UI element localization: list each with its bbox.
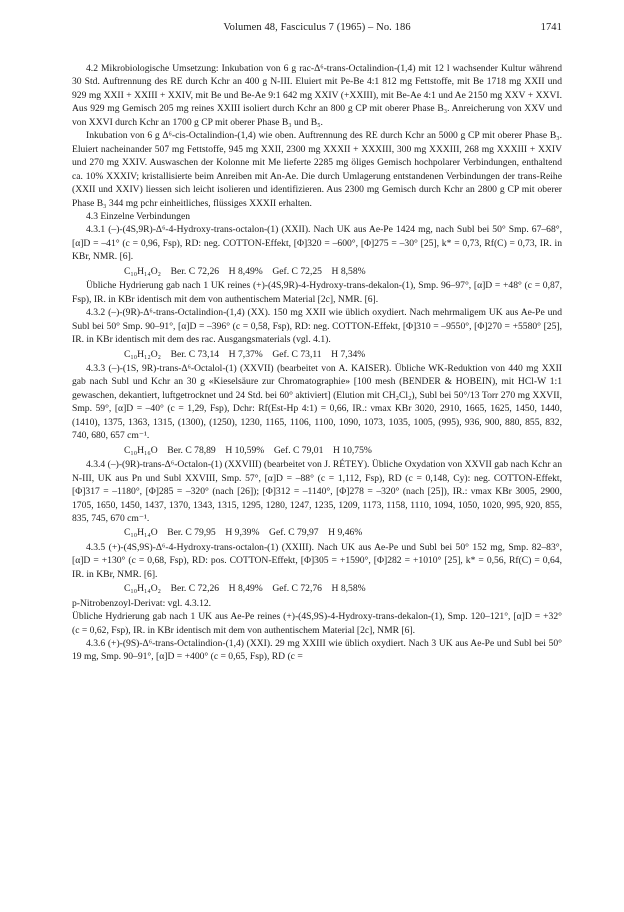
paragraph-4-3-3: 4.3.3 (–)-(1S, 9R)-trans-Δ⁶-Octalol-(1) (XXVII) (bearbeitet von A. KAISER). Übliche WK-Reduktion von 440 mg XXII gab nach Subl und Kchr an 30 g «Kieselsäure zur Chromatographie» [100 mesh (BENDER & HOBEIN), mit HCl-W 1:1 gewaschen, dekantiert, luftgetrocknet und 24 Std. bei 60° aktiviert] (Elution mit CH₂Cl₂), Subl bei 50°/13 Torr 270 mg XXVII, Smp. 59°, [α]D = –40° (c = 1,29, Fsp), Dchr: Rf(Est-Hp 4:1) = 0,66, IR.: νmax KBr 3020, 2910, 1665, 1625, 1450, 1440, (1410), 1375, 1363, 1315, (1300), (1250), 1230, 1165, 1106, 1100, 1090, 1073, 1035, 1005, (995), 936, 900, 880, 855, 832, 740, 680, 657 cm⁻¹. — [72, 362, 562, 442]
elemental-analysis-4-3-1: C₁₀H₁₄O₂ Ber. C 72,26 H 8,49% Gef. C 72,25 H 8,58% — [124, 265, 366, 277]
paragraph-4-3-5: 4.3.5 (+)-(4S,9S)-Δ⁶-4-Hydroxy-trans-octalon-(1) (XXIII). Nach UK aus Ae-Pe und Subl bei 50° 152 mg, Smp. 82–83°, [α]D = +130° (c = 0,68, Fsp), RD: pos. COTTON-Effekt, [Φ]305 = +1590°, [Φ]282 = +1010° [25], k* = 0,56, Rf(C) = 0,64, IR. in KBr, NMR. [6]. — [72, 541, 562, 580]
elemental-analysis-4-3-5: C₁₀H₁₄O₂ Ber. C 72,26 H 8,49% Gef. C 72,76 H 8,58% — [124, 583, 366, 595]
page-number: 1741 — [540, 22, 562, 33]
paragraph-hydrogenation-1: Übliche Hydrierung gab nach 1 UK reines (+)-(4S,9R)-4-Hydroxy-trans-dekalon-(1), Smp. 96–97°, [α]D = +48° (c = 0,87, Fsp), IR. in KBr identisch mit dem von authentischem Material [2c], NMR. [6]. — [72, 280, 562, 305]
section-heading-4-3: 4.3 Einzelne Verbindungen — [86, 210, 190, 222]
article-body — [72, 62, 562, 664]
paragraph-4-3-1: 4.3.1 (–)-(4S,9R)-Δ⁶-4-Hydroxy-trans-octalon-(1) (XXII). Nach UK aus Ae-Pe 1424 mg, nach Subl bei 50° Smp. 67–68°, [α]D = –41° (c = 0,96, Fsp), RD: neg. COTTON-Effekt, [Φ]320 = –600°, [Φ]275 = –30° [25], k* = 0,73, Rf(C) = 0,73, IR. in KBr, NMR. [6]. — [72, 224, 562, 263]
paragraph-4-3-4: 4.3.4 (–)-(9R)-trans-Δ⁶-Octalon-(1) (XXVIII) (bearbeitet von J. RÉTEY). Übliche Oxydation von XXVII gab nach Kchr an N-III, UK aus Pn und Subl XXVIII, Smp. 57°, [α]D = –88° (c = 1,112, Fsp), RD (c = 0,148, Cy): neg. COTTON-Effekt, [Φ]317 = –1180°, [Φ]285 = –320° (nach [26]); [Φ]312 = –1140°, [Φ]278 = –320° (nach [25]), IR.: νmax KBr 3005, 2900, 1705, 1650, 1450, 1437, 1370, 1343, 1315, 1295, 1280, 1247, 1235, 1209, 1173, 1158, 1110, 1094, 1050, 1020, 995, 920, 855, 835, 745, 670 cm⁻¹. — [72, 459, 562, 524]
elemental-analysis-4-3-2: C₁₀H₁₂O₂ Ber. C 73,14 H 7,37% Gef. C 73,11 H 7,34% — [124, 348, 366, 360]
paragraph-incubation-cis: Inkubation von 6 g Δ⁶-cis-Octalindion-(1,4) wie oben. Auftrennung des RE durch Kchr an 5000 g CP mit oberer Phase B₃. Eluiert nacheinander 507 mg Fettstoffe, 945 mg XXII, 2300 mg XXXII + XXXIII, 300 mg XXXIII, 268 mg XXXIII + XXIV und 270 mg XXIV. Auswaschen der Kolonne mit Me lieferte 2285 mg öliges Gemisch hochpolarer Verbindungen, enthaltend ca. 10% XXXIV; kristallisierte beim Anreiben mit An-Ae. Die durch Umlagerung entstandenen Verbindungen der trans-Reihe (XXII und XXIV) liessen sich leicht isolieren und identifizieren. Aus 2300 mg Gemisch durch Kchr an 2800 g CP mit oberer Phase B₃ 344 mg pchr einheitliches, flüssiges XXXII erhalten. — [72, 130, 562, 209]
paragraph-4-3-2: 4.3.2 (–)-(9R)-Δ⁶-trans-Octalindion-(1,4) (XX). 150 mg XXII wie üblich oxydiert. Nach mehrmaligem UK aus Ae-Pe und Subl bei 50° Smp. 90–91°, [α]D = –396° (c = 0,58, Fsp), RD: neg. COTTON-Effekt, [Φ]310 = –9550°, [Φ]270 = +5580° [25], IR. in KBr identisch mit dem des rac. Ausgangsmaterials (vgl. 4.1). — [72, 307, 562, 346]
header-journal-info: Volumen 48, Fasciculus 7 (1965) – No. 186 — [223, 22, 411, 33]
journal-page — [72, 22, 562, 664]
elemental-analysis-4-3-3: C₁₀H₁₆O Ber. C 78,89 H 10,59% Gef. C 79,01 H 10,75% — [124, 444, 372, 456]
paragraph-nitrobenzoyl: p-Nitrobenzoyl-Derivat: vgl. 4.3.12. — [72, 597, 212, 609]
paragraph-hydrogenation-2: Übliche Hydrierung gab nach 1 UK aus Ae-Pe reines (+)-(4S,9S)-4-Hydroxy-trans-dekalon-(1), Smp. 120–121°, [α]D = +32° (c = 0,62, Fsp), IR. in KBr identisch mit dem von authentischem Material [2c], NMR [6]. — [72, 611, 562, 636]
paragraph-4-2: 4.2 Mikrobiologische Umsetzung: Inkubation von 6 g rac-Δ⁶-trans-Octalindion-(1,4) mit 12 l wachsender Kultur während 30 Std. Auftrennung des RE durch Kchr an 400 g N-III. Eluiert mit Pe-Be 4:1 812 mg Fettstoffe, mit Be 1718 mg XXII und 929 mg XXII + XXIII + XXIV, mit Be und Be-Ae 9:1 642 mg XXIV (+XXIII), mit Be-Ae 4:1 und Ae 2150 mg XXV + XXVI. Aus 929 mg Gemisch 205 mg reines XXIII isoliert durch Kchr an 800 g CP mit oberer Phase B₃. Anreicherung von XXV und von XXVI durch Kchr an 1700 g CP mit oberer Phase B₃ und B₅. — [72, 63, 562, 128]
elemental-analysis-4-3-4: C₁₀H₁₄O Ber. C 79,95 H 9,39% Gef. C 79,97 H 9,46% — [124, 527, 363, 539]
paragraph-4-3-6: 4.3.6 (+)-(9S)-Δ⁶-trans-Octalindion-(1,4) (XXI). 29 mg XXIII wie üblich oxydiert. Nach 3 UK aus Ae-Pe und Subl bei 50° 19 mg, Smp. 90–91°, [α]D = +400° (c = 0,65, Fsp), RD (c = — [72, 638, 562, 663]
running-header — [72, 22, 562, 40]
